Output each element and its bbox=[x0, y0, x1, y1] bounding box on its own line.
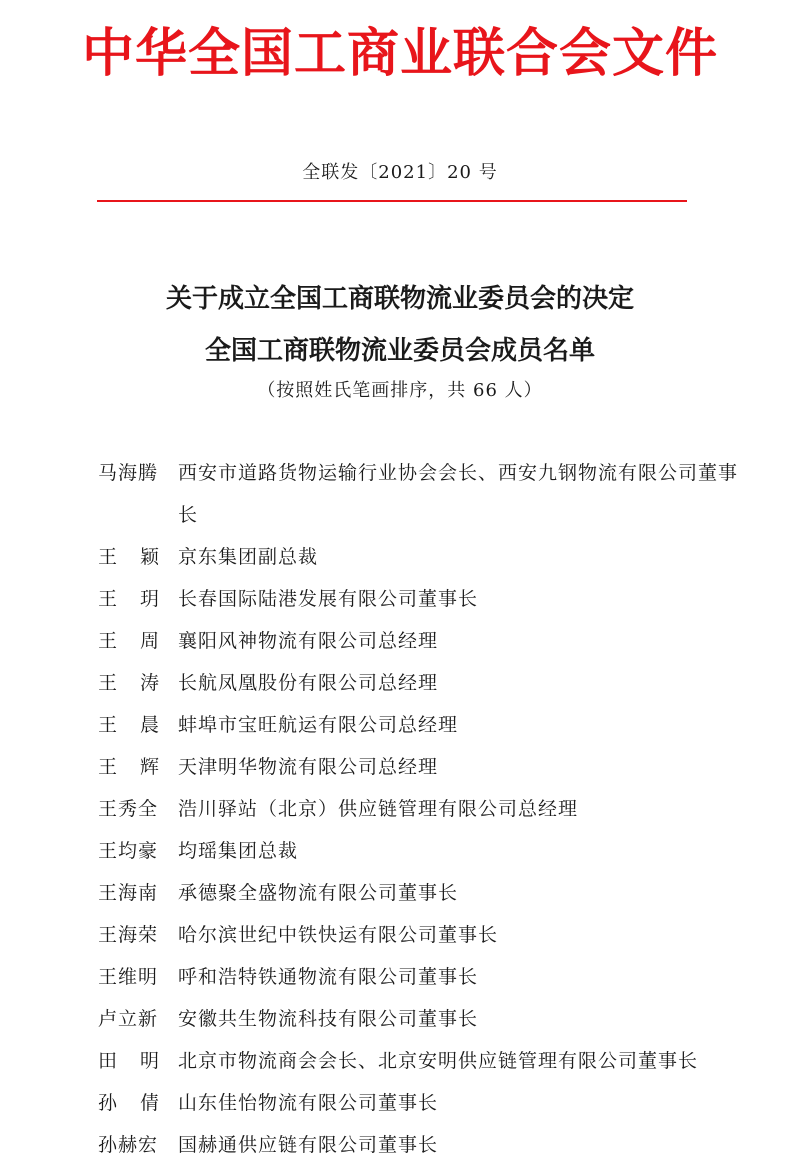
member-name: 王秀全 bbox=[98, 798, 159, 820]
document-title: 关于成立全国工商联物流业委员会的决定 bbox=[165, 284, 634, 314]
member-position: 襄阳风神物流有限公司总经理 bbox=[178, 630, 439, 652]
member-row bbox=[98, 620, 738, 662]
member-name: 王维明 bbox=[98, 966, 159, 988]
member-row bbox=[98, 1124, 738, 1166]
member-position: 安徽共生物流科技有限公司董事长 bbox=[178, 1008, 479, 1030]
member-position: 长航凤凰股份有限公司总经理 bbox=[178, 672, 439, 694]
member-row bbox=[98, 452, 738, 536]
member-name: 卢立新 bbox=[98, 1008, 159, 1030]
member-name: 王玥 bbox=[98, 588, 160, 610]
member-row bbox=[98, 662, 738, 704]
member-name: 马海腾 bbox=[98, 462, 159, 484]
member-row bbox=[98, 872, 738, 914]
member-name: 王辉 bbox=[98, 756, 160, 778]
member-position: 山东佳怡物流有限公司董事长 bbox=[178, 1092, 439, 1114]
member-row bbox=[98, 1040, 738, 1082]
member-position: 国赫通供应链有限公司董事长 bbox=[178, 1134, 439, 1156]
member-row bbox=[98, 956, 738, 998]
member-name: 孙赫宏 bbox=[98, 1134, 159, 1156]
member-row bbox=[98, 746, 738, 788]
member-row bbox=[98, 536, 738, 578]
member-row bbox=[98, 578, 738, 620]
member-row bbox=[98, 788, 738, 830]
member-name: 王周 bbox=[98, 630, 160, 652]
member-position: 蚌埠市宝旺航运有限公司总经理 bbox=[178, 714, 459, 736]
member-row bbox=[98, 1082, 738, 1124]
member-position: 北京市物流商会会长、北京安明供应链管理有限公司董事长 bbox=[178, 1050, 699, 1072]
list-title: 全国工商联物流业委员会成员名单 bbox=[204, 336, 595, 366]
member-name: 王海南 bbox=[98, 882, 159, 904]
member-name: 王涛 bbox=[98, 672, 160, 694]
masthead: 中华全国工商业联合会文件 bbox=[81, 24, 718, 84]
member-position: 哈尔滨世纪中铁快运有限公司董事长 bbox=[178, 924, 499, 946]
member-name: 王晨 bbox=[98, 714, 160, 736]
member-name: 王均豪 bbox=[98, 840, 159, 862]
member-name: 孙倩 bbox=[98, 1092, 160, 1114]
member-name: 田明 bbox=[98, 1050, 160, 1072]
member-position: 天津明华物流有限公司总经理 bbox=[178, 756, 439, 778]
document-number: 全联发〔2021〕20 号 bbox=[302, 162, 498, 183]
member-row bbox=[98, 998, 738, 1040]
member-position: 均瑶集团总裁 bbox=[178, 840, 299, 862]
member-row bbox=[98, 830, 738, 872]
member-name: 王颖 bbox=[98, 546, 160, 568]
member-position: 呼和浩特铁通物流有限公司董事长 bbox=[178, 966, 479, 988]
member-position: 承德聚全盛物流有限公司董事长 bbox=[178, 882, 459, 904]
member-list bbox=[98, 452, 738, 1166]
member-position: 京东集团副总裁 bbox=[178, 546, 319, 568]
member-position: 西安市道路货物运输行业协会会长、西安九钢物流有限公司董事长 bbox=[178, 462, 739, 526]
member-position: 长春国际陆港发展有限公司董事长 bbox=[178, 588, 479, 610]
list-subtitle: （按照姓氏笔画排序，共 66 人） bbox=[257, 380, 543, 401]
member-row bbox=[98, 704, 738, 746]
member-name: 王海荣 bbox=[98, 924, 159, 946]
member-row bbox=[98, 914, 738, 956]
member-position: 浩川驿站（北京）供应链管理有限公司总经理 bbox=[178, 798, 579, 820]
red-divider bbox=[97, 200, 687, 202]
